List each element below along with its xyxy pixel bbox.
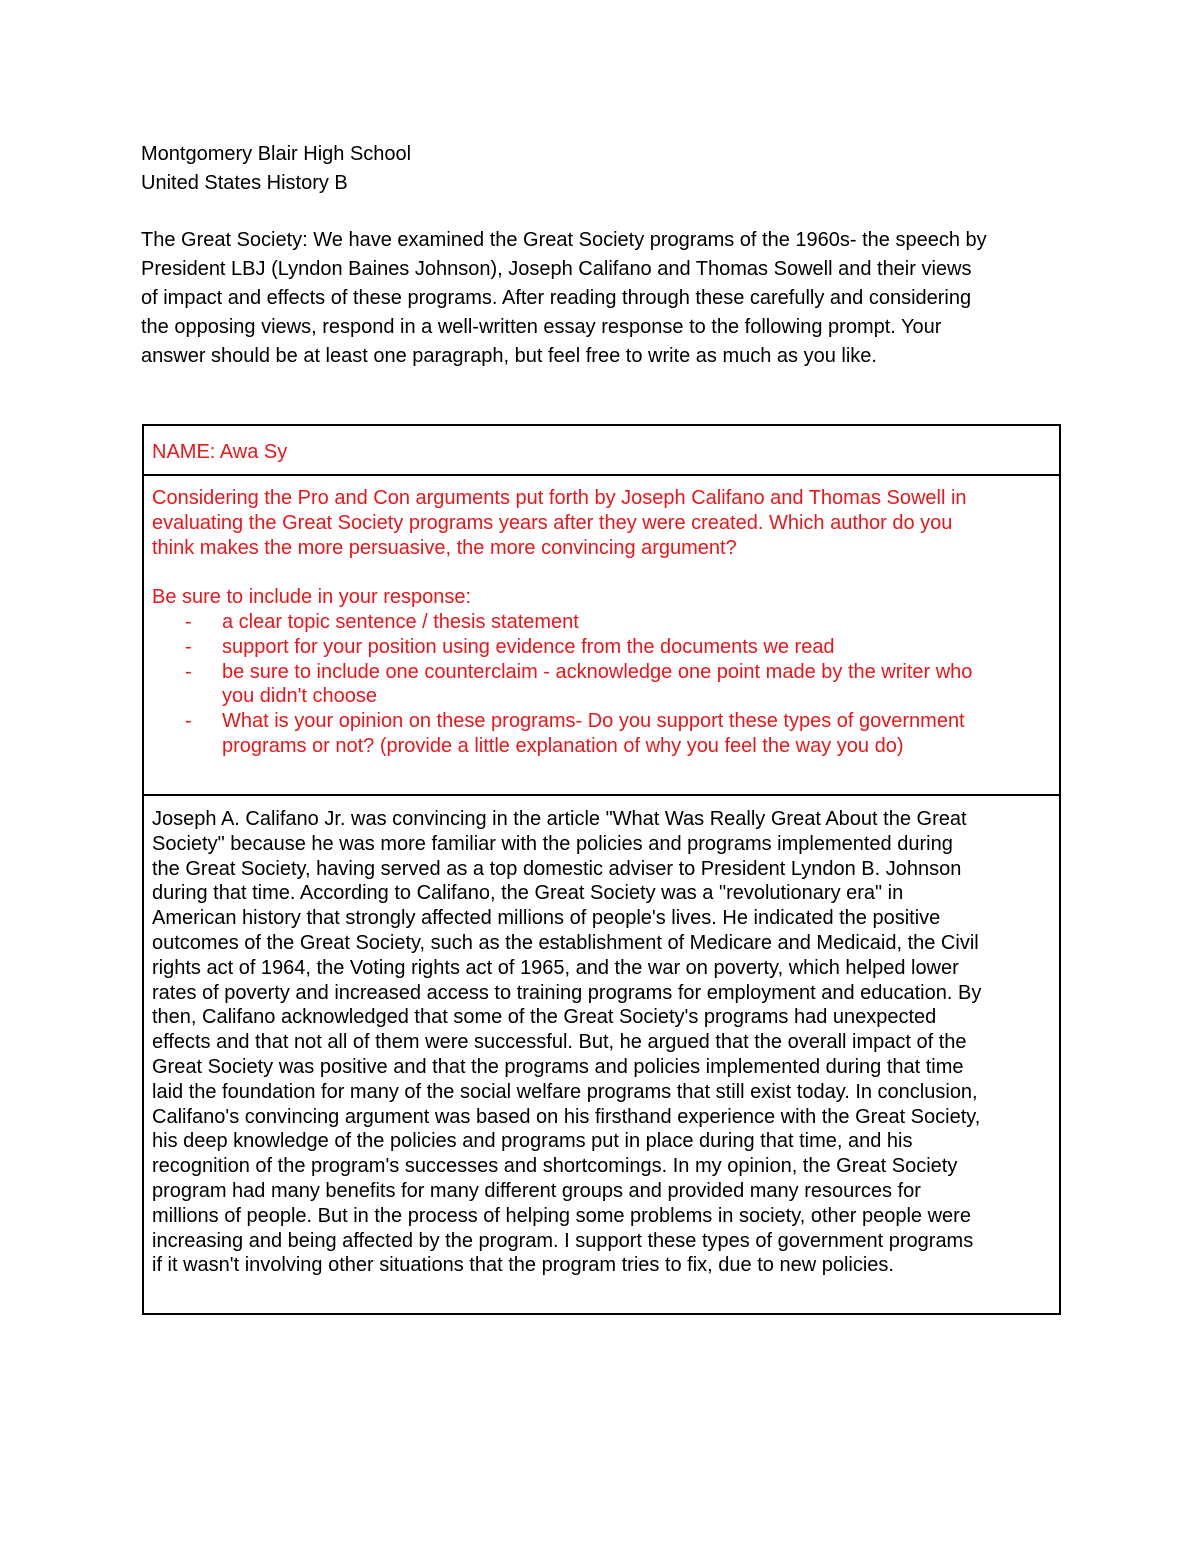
bullet-dash: -: [185, 635, 192, 658]
bullet-text: be sure to include one counterclaim - acknowledge one point made by the writer who: [222, 660, 973, 683]
bullet-continuation: [152, 734, 972, 759]
intro-line: of impact and effects of these programs. After reading through these carefully and considering: [141, 287, 972, 309]
response-line: rights act of 1964, the Voting rights act of 1965, and the war on poverty, which helped lower: [152, 956, 959, 979]
response-line: increasing and being affected by the program. I support these types of government programs: [152, 1229, 974, 1252]
response-line: if it wasn't involving other situations that the program tries to fix, due to new policies.: [152, 1254, 894, 1277]
prompt-line: evaluating the Great Society programs years after they were created. Which author do you: [152, 511, 953, 534]
response-line: millions of people. But in the process of helping some problems in society, other people were: [152, 1204, 971, 1227]
response-line: during that time. According to Califano, the Great Society was a "revolutionary era" in: [152, 882, 904, 905]
bullet-item: [152, 635, 972, 660]
course-name: United States History B: [141, 172, 348, 194]
intro-line: The Great Society: We have examined the Great Society programs of the 1960s- the speech by: [141, 229, 987, 251]
bullet-item: [152, 709, 972, 734]
assignment-intro: [141, 226, 1071, 371]
response-line: program had many benefits for many different groups and provided many resources for: [152, 1179, 921, 1202]
response-line: Joseph A. Califano Jr. was convincing in the article "What Was Really Great About the Great: [152, 808, 967, 830]
response-line: outcomes of the Great Society, such as the establishment of Medicare and Medicaid, the Civil: [152, 931, 979, 954]
bullet-dash: -: [185, 660, 192, 683]
response-line: effects and that not all of them were successful. But, he argued that the overall impact of the: [152, 1031, 967, 1054]
student-response-cell: [144, 796, 1059, 1313]
response-line: Califano's convincing argument was based on his firsthand experience with the Great Society,: [152, 1105, 981, 1128]
bullet-text: you didn't choose: [222, 685, 378, 708]
document-header: [141, 140, 1071, 198]
intro-line: answer should be at least one paragraph, but feel free to write as much as you like.: [141, 345, 877, 367]
response-line: recognition of the program's successes and shortcomings. In my opinion, the Great Society: [152, 1155, 958, 1178]
bullet-text: What is your opinion on these programs- Do you support these types of government: [222, 710, 965, 733]
student-name: NAME: Awa Sy: [152, 441, 288, 463]
intro-line: the opposing views, respond in a well-written essay response to the following prompt. Your: [141, 316, 942, 338]
response-line: Society" because he was more familiar with the policies and programs implemented during: [152, 832, 953, 855]
prompt-line: Considering the Pro and Con arguments put forth by Joseph Califano and Thomas Sowell in: [152, 487, 967, 509]
bullet-text: a clear topic sentence / thesis statement: [222, 610, 579, 633]
response-line: laid the foundation for many of the social welfare programs that still exist today. In conclusion,: [152, 1080, 978, 1103]
response-line: Great Society was positive and that the programs and policies implemented during that time: [152, 1055, 964, 1078]
student-name-cell: [144, 426, 1059, 476]
bullet-text: support for your position using evidence from the documents we read: [222, 635, 835, 658]
bullet-dash: -: [185, 710, 192, 733]
response-line: his deep knowledge of the policies and programs put in place during that time, and his: [152, 1130, 913, 1153]
prompt-line: think makes the more persuasive, the more convincing argument?: [152, 536, 737, 559]
response-line: rates of poverty and increased access to training programs for employment and education. By: [152, 981, 982, 1004]
response-line: the Great Society, having served as a top domestic adviser to President Lyndon B. Johnson: [152, 857, 962, 880]
prompt-cell: [144, 476, 1059, 796]
response-line: American history that strongly affected millions of people's lives. He indicated the positive: [152, 907, 941, 930]
response-line: then, Califano acknowledged that some of the Great Society's programs had unexpected: [152, 1006, 937, 1029]
bullet-item: [152, 660, 972, 685]
school-name: Montgomery Blair High School: [141, 143, 412, 165]
include-heading: Be sure to include in your response:: [152, 586, 472, 609]
bullet-item: [152, 610, 972, 635]
bullet-dash: -: [185, 610, 192, 633]
bullet-continuation: [152, 684, 972, 709]
bullet-text: programs or not? (provide a little explanation of why you feel the way you do): [222, 734, 904, 757]
intro-line: President LBJ (Lyndon Baines Johnson), Joseph Califano and Thomas Sowell and their views: [141, 258, 972, 280]
prompt-block: [152, 486, 972, 759]
essay-table: [142, 424, 1061, 1315]
